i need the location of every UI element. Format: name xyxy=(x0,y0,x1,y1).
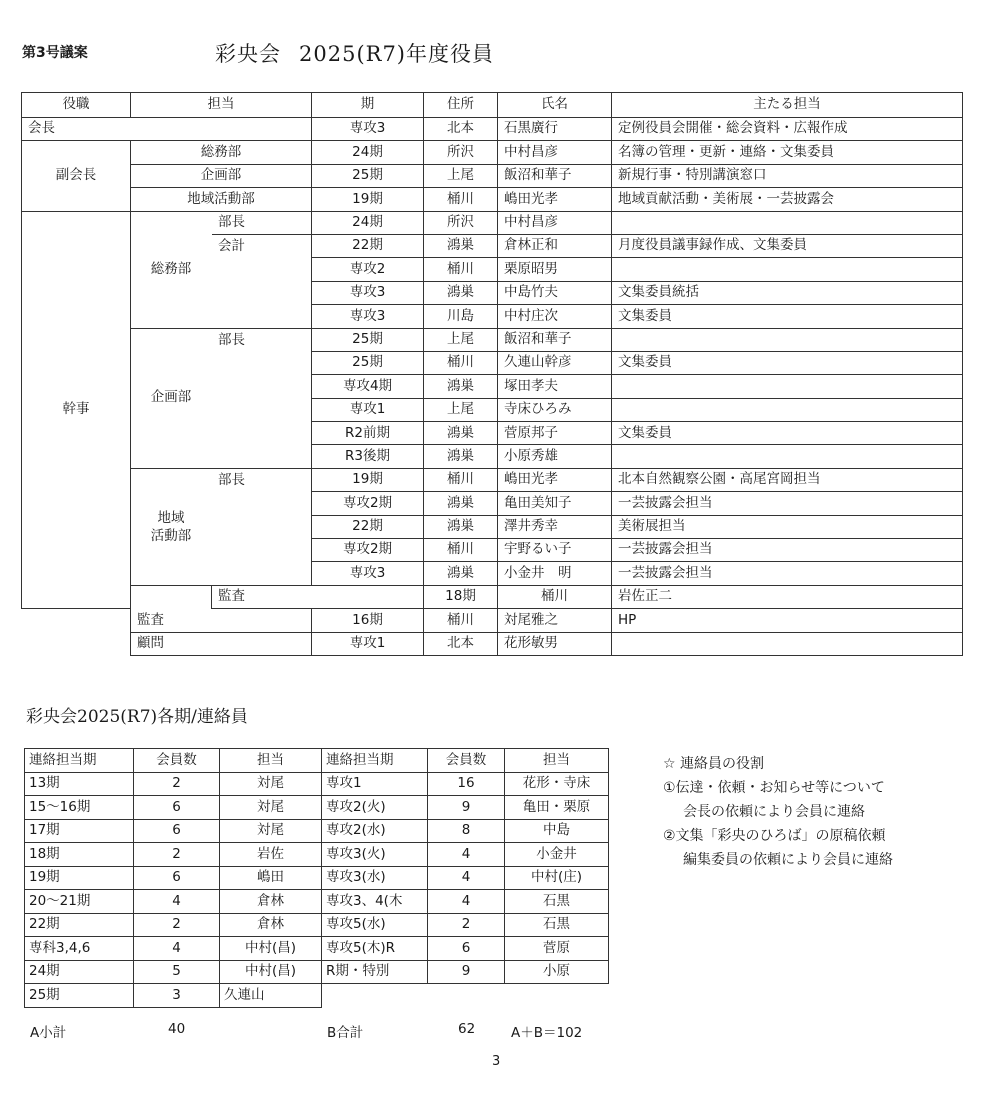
cell-name: 嶋田光孝 xyxy=(498,468,612,491)
cell-name: 中村庄次 xyxy=(498,305,612,328)
cell-ki: 専攻3(火) xyxy=(322,843,428,867)
cell-ki: 22期 xyxy=(312,234,424,257)
table-row xyxy=(25,796,609,820)
cell-count: 16 xyxy=(428,772,505,796)
cell-duty: 一芸披露会担当 xyxy=(612,492,963,515)
cell-name: 久連山幹彦 xyxy=(498,351,612,374)
cell-tanto: 石黒 xyxy=(505,890,609,914)
cell-ki: 専攻3 xyxy=(312,281,424,304)
dept-regional-activities: 地域 活動部 xyxy=(131,468,212,585)
cell-dept: 企画部 xyxy=(131,164,312,187)
liaison-roles-note xyxy=(663,752,893,872)
cell-name: 中村昌彦 xyxy=(498,141,612,164)
cell-duty: 文集委員 xyxy=(612,351,963,374)
cell-count: 2 xyxy=(134,843,220,867)
col-header-ki: 連絡担当期 xyxy=(25,749,134,773)
role-secretary: 幹事 xyxy=(22,211,131,609)
cell-tanto: 小原 xyxy=(505,960,609,984)
cell-name: 亀田美知子 xyxy=(498,492,612,515)
cell-ki: 25期 xyxy=(312,351,424,374)
cell-count: 8 xyxy=(428,819,505,843)
dept-general-affairs: 総務部 xyxy=(131,211,212,328)
cell-ki: 22期 xyxy=(312,515,424,538)
cell-address: 所沢 xyxy=(424,141,498,164)
cell-count: 6 xyxy=(134,866,220,890)
cell-name: 石黒廣行 xyxy=(498,118,612,141)
table-row xyxy=(22,164,963,187)
cell-subrole: 部長 xyxy=(212,468,312,585)
cell-name: 嶋田光孝 xyxy=(498,188,612,211)
cell-count: 3 xyxy=(134,984,220,1008)
cell-duty: HP xyxy=(612,609,963,632)
cell-ki: 15〜16期 xyxy=(25,796,134,820)
roles-line: ①伝達・依頼・お知らせ等について xyxy=(663,780,885,796)
cell-ki: 専攻2期 xyxy=(312,539,424,562)
cell-name: 栗原昭男 xyxy=(498,258,612,281)
table-row xyxy=(25,772,609,796)
cell-ki: 専攻2期 xyxy=(312,492,424,515)
cell-ki: 18期 xyxy=(25,843,134,867)
cell-ki: 専攻5(木)R xyxy=(322,937,428,961)
cell-address: 桶川 xyxy=(424,609,498,632)
cell-address: 桶川 xyxy=(424,539,498,562)
table-row xyxy=(25,960,609,984)
cell-address: 上尾 xyxy=(424,398,498,421)
table-row xyxy=(22,328,963,351)
table-row xyxy=(22,609,963,632)
cell-ki: 17期 xyxy=(25,819,134,843)
cell-tanto: 花形・寺床 xyxy=(505,772,609,796)
cell-tanto: 倉林 xyxy=(220,890,322,914)
table-row xyxy=(25,937,609,961)
cell-address: 鴻巣 xyxy=(424,375,498,398)
table-row xyxy=(25,890,609,914)
cell-address: 桶川 xyxy=(424,351,498,374)
title-year: 2025(R7)年度役員 xyxy=(299,42,495,66)
col-header-count: 会員数 xyxy=(134,749,220,773)
cell-ki: R期・特別 xyxy=(322,960,428,984)
cell-duty: 一芸披露会担当 xyxy=(612,562,963,585)
cell-tanto: 中村(昌) xyxy=(220,960,322,984)
cell-ki: 18期 xyxy=(424,585,498,608)
liaison-header-row xyxy=(25,749,609,773)
cell-count: 9 xyxy=(428,960,505,984)
cell-tanto: 岩佐 xyxy=(220,843,322,867)
cell-ki: 専攻1 xyxy=(312,632,424,655)
cell-duty: 月度役員議事録作成、文集委員 xyxy=(612,234,963,257)
table-row xyxy=(25,913,609,937)
officers-table xyxy=(21,92,963,656)
cell-ki: 13期 xyxy=(25,772,134,796)
roles-line: 編集委員の依頼により会員に連絡 xyxy=(683,852,893,868)
cell-ki: 24期 xyxy=(25,960,134,984)
col-header-ki: 期 xyxy=(312,93,424,118)
cell-name: 塚田孝夫 xyxy=(498,375,612,398)
grand-total: A＋B＝102 xyxy=(511,1025,583,1041)
cell-ki: 19期 xyxy=(312,188,424,211)
table-row xyxy=(22,118,963,141)
cell-address: 鴻巣 xyxy=(424,562,498,585)
liaison-section-title: 彩央会2025(R7)各期/連絡員 xyxy=(26,707,248,727)
cell-address: 鴻巣 xyxy=(424,281,498,304)
cell-name: 中村昌彦 xyxy=(498,211,612,234)
cell-tanto: 中島 xyxy=(505,819,609,843)
cell-tanto: 小金井 xyxy=(505,843,609,867)
cell-tanto: 久連山 xyxy=(220,984,322,1008)
cell-ki: 24期 xyxy=(312,141,424,164)
cell-dept: 総務部 xyxy=(131,141,312,164)
agenda-label: 第3号議案 xyxy=(22,45,88,61)
table-row xyxy=(25,866,609,890)
cell-ki: 16期 xyxy=(312,609,424,632)
cell-ki: 専攻5(水) xyxy=(322,913,428,937)
col-header-name: 氏名 xyxy=(498,93,612,118)
cell-tanto: 石黒 xyxy=(505,913,609,937)
cell-ki: 専攻2(火) xyxy=(322,796,428,820)
cell-count: 5 xyxy=(134,960,220,984)
blank-cell xyxy=(428,984,505,1008)
cell-address: 桶川 xyxy=(424,468,498,491)
cell-address: 鴻巣 xyxy=(424,515,498,538)
cell-duty: 北本自然観察公園・高尾宮岡担当 xyxy=(612,468,963,491)
table-row xyxy=(22,141,963,164)
cell-address: 桶川 xyxy=(424,258,498,281)
table-row xyxy=(22,211,963,234)
cell-address: 上尾 xyxy=(424,328,498,351)
cell-address: 鴻巣 xyxy=(424,492,498,515)
col-header-ki: 連絡担当期 xyxy=(322,749,428,773)
cell-duty: 文集委員統括 xyxy=(612,281,963,304)
cell-ki: 専科3,4,6 xyxy=(25,937,134,961)
cell-duty xyxy=(612,398,963,421)
cell-ki: R2前期 xyxy=(312,422,424,445)
cell-tanto: 中村(庄) xyxy=(505,866,609,890)
roles-line: 会長の依頼により会員に連絡 xyxy=(683,804,865,820)
blank-cell xyxy=(22,632,131,655)
cell-address: 鴻巣 xyxy=(424,445,498,468)
cell-ki: 専攻2(水) xyxy=(322,819,428,843)
cell-ki: 専攻1 xyxy=(312,398,424,421)
cell-name: 澤井秀幸 xyxy=(498,515,612,538)
cell-ki: 25期 xyxy=(312,328,424,351)
role-vice-chairman: 副会長 xyxy=(22,141,131,211)
cell-count: 4 xyxy=(428,866,505,890)
col-header-tanto: 担当 xyxy=(220,749,322,773)
col-header-duty: 主たる担当 xyxy=(612,93,963,118)
cell-tanto: 対尾 xyxy=(220,772,322,796)
cell-tanto: 中村(昌) xyxy=(220,937,322,961)
blank-cell xyxy=(22,609,131,632)
cell-count: 6 xyxy=(134,819,220,843)
col-header-role: 役職 xyxy=(22,93,131,118)
cell-subrole: 会計 xyxy=(212,234,312,328)
cell-duty: 地域貢献活動・美術展・一芸披露会 xyxy=(612,188,963,211)
cell-address: 所沢 xyxy=(424,211,498,234)
cell-duty xyxy=(612,328,963,351)
cell-dept: 地域活動部 xyxy=(131,188,312,211)
cell-subrole: 部長 xyxy=(212,211,312,234)
cell-ki: 専攻3 xyxy=(312,305,424,328)
role-auditor: 監査 xyxy=(131,609,312,632)
subtotal-a-value: 40 xyxy=(168,1021,186,1037)
col-header-count: 会員数 xyxy=(428,749,505,773)
table-row xyxy=(25,984,609,1008)
cell-ki: 専攻3 xyxy=(312,118,424,141)
cell-name: 寺床ひろみ xyxy=(498,398,612,421)
subtotal-a-label: A小計 xyxy=(30,1025,67,1041)
cell-ki: 24期 xyxy=(312,211,424,234)
cell-ki: 専攻2 xyxy=(312,258,424,281)
cell-duty xyxy=(612,258,963,281)
cell-name: 岩佐正二 xyxy=(612,585,963,608)
cell-count: 2 xyxy=(134,913,220,937)
cell-count: 4 xyxy=(428,843,505,867)
cell-ki: 25期 xyxy=(25,984,134,1008)
cell-address: 桶川 xyxy=(424,188,498,211)
cell-ki: 専攻1 xyxy=(322,772,428,796)
cell-name: 中島竹夫 xyxy=(498,281,612,304)
role-auditor: 監査 xyxy=(212,585,424,608)
liaison-table xyxy=(24,748,609,1008)
cell-duty: 文集委員 xyxy=(612,422,963,445)
cell-address: 北本 xyxy=(424,118,498,141)
cell-ki: 22期 xyxy=(25,913,134,937)
cell-ki: 19期 xyxy=(25,866,134,890)
cell-name: 花形敏男 xyxy=(498,632,612,655)
cell-name: 対尾雅之 xyxy=(498,609,612,632)
cell-count: 4 xyxy=(134,937,220,961)
cell-tanto: 亀田・栗原 xyxy=(505,796,609,820)
cell-count: 4 xyxy=(428,890,505,914)
cell-count: 4 xyxy=(134,890,220,914)
cell-ki: 専攻3、4(木 xyxy=(322,890,428,914)
cell-duty xyxy=(612,632,963,655)
table-row xyxy=(22,585,963,608)
blank-cell xyxy=(505,984,609,1008)
table-row xyxy=(22,632,963,655)
cell-tanto: 菅原 xyxy=(505,937,609,961)
cell-duty: 名簿の管理・更新・連絡・文集委員 xyxy=(612,141,963,164)
cell-tanto: 対尾 xyxy=(220,796,322,820)
cell-subrole: 部長 xyxy=(212,328,312,468)
cell-count: 2 xyxy=(134,772,220,796)
cell-address: 鴻巣 xyxy=(424,422,498,445)
cell-duty: 新規行事・特別講演窓口 xyxy=(612,164,963,187)
roles-title: ☆ 連絡員の役割 xyxy=(663,756,765,772)
dept-planning: 企画部 xyxy=(131,328,212,468)
cell-tanto: 対尾 xyxy=(220,819,322,843)
cell-address: 北本 xyxy=(424,632,498,655)
cell-ki: 専攻3(水) xyxy=(322,866,428,890)
role-chairman: 会長 xyxy=(22,118,312,141)
cell-ki: 専攻3 xyxy=(312,562,424,585)
table-row xyxy=(25,819,609,843)
cell-ki: R3後期 xyxy=(312,445,424,468)
cell-address: 上尾 xyxy=(424,164,498,187)
blank-cell xyxy=(131,585,212,608)
cell-duty: 定例役員会開催・総会資料・広報作成 xyxy=(612,118,963,141)
roles-line: ②文集「彩央のひろば」の原稿依頼 xyxy=(663,828,886,844)
cell-tanto: 倉林 xyxy=(220,913,322,937)
total-b-label: B合計 xyxy=(327,1025,364,1041)
col-header-dept: 担当 xyxy=(131,93,312,118)
cell-duty xyxy=(612,445,963,468)
cell-count: 2 xyxy=(428,913,505,937)
cell-name: 飯沼和華子 xyxy=(498,328,612,351)
cell-address: 鴻巣 xyxy=(424,234,498,257)
cell-duty xyxy=(612,375,963,398)
cell-ki: 20〜21期 xyxy=(25,890,134,914)
cell-name: 小金井 明 xyxy=(498,562,612,585)
title-org: 彩央会 xyxy=(215,42,281,66)
cell-duty xyxy=(612,211,963,234)
cell-count: 6 xyxy=(134,796,220,820)
table-row xyxy=(22,468,963,491)
role-advisor: 顧問 xyxy=(131,632,312,655)
col-header-tanto: 担当 xyxy=(505,749,609,773)
cell-address: 桶川 xyxy=(498,585,612,608)
blank-cell xyxy=(322,984,428,1008)
total-b-value: 62 xyxy=(458,1021,476,1037)
cell-ki: 19期 xyxy=(312,468,424,491)
cell-name: 倉林正和 xyxy=(498,234,612,257)
cell-address: 川島 xyxy=(424,305,498,328)
cell-duty: 美術展担当 xyxy=(612,515,963,538)
cell-name: 宇野るい子 xyxy=(498,539,612,562)
cell-name: 菅原邦子 xyxy=(498,422,612,445)
col-header-address: 住所 xyxy=(424,93,498,118)
cell-tanto: 嶋田 xyxy=(220,866,322,890)
table-row xyxy=(25,843,609,867)
cell-ki: 専攻4期 xyxy=(312,375,424,398)
page-number: 3 xyxy=(492,1054,501,1069)
officers-header-row xyxy=(22,93,963,118)
cell-duty: 一芸披露会担当 xyxy=(612,539,963,562)
cell-ki: 25期 xyxy=(312,164,424,187)
document-title xyxy=(215,38,494,68)
cell-duty: 文集委員 xyxy=(612,305,963,328)
cell-count: 6 xyxy=(428,937,505,961)
cell-name: 飯沼和華子 xyxy=(498,164,612,187)
table-row xyxy=(22,188,963,211)
cell-count: 9 xyxy=(428,796,505,820)
cell-name: 小原秀雄 xyxy=(498,445,612,468)
